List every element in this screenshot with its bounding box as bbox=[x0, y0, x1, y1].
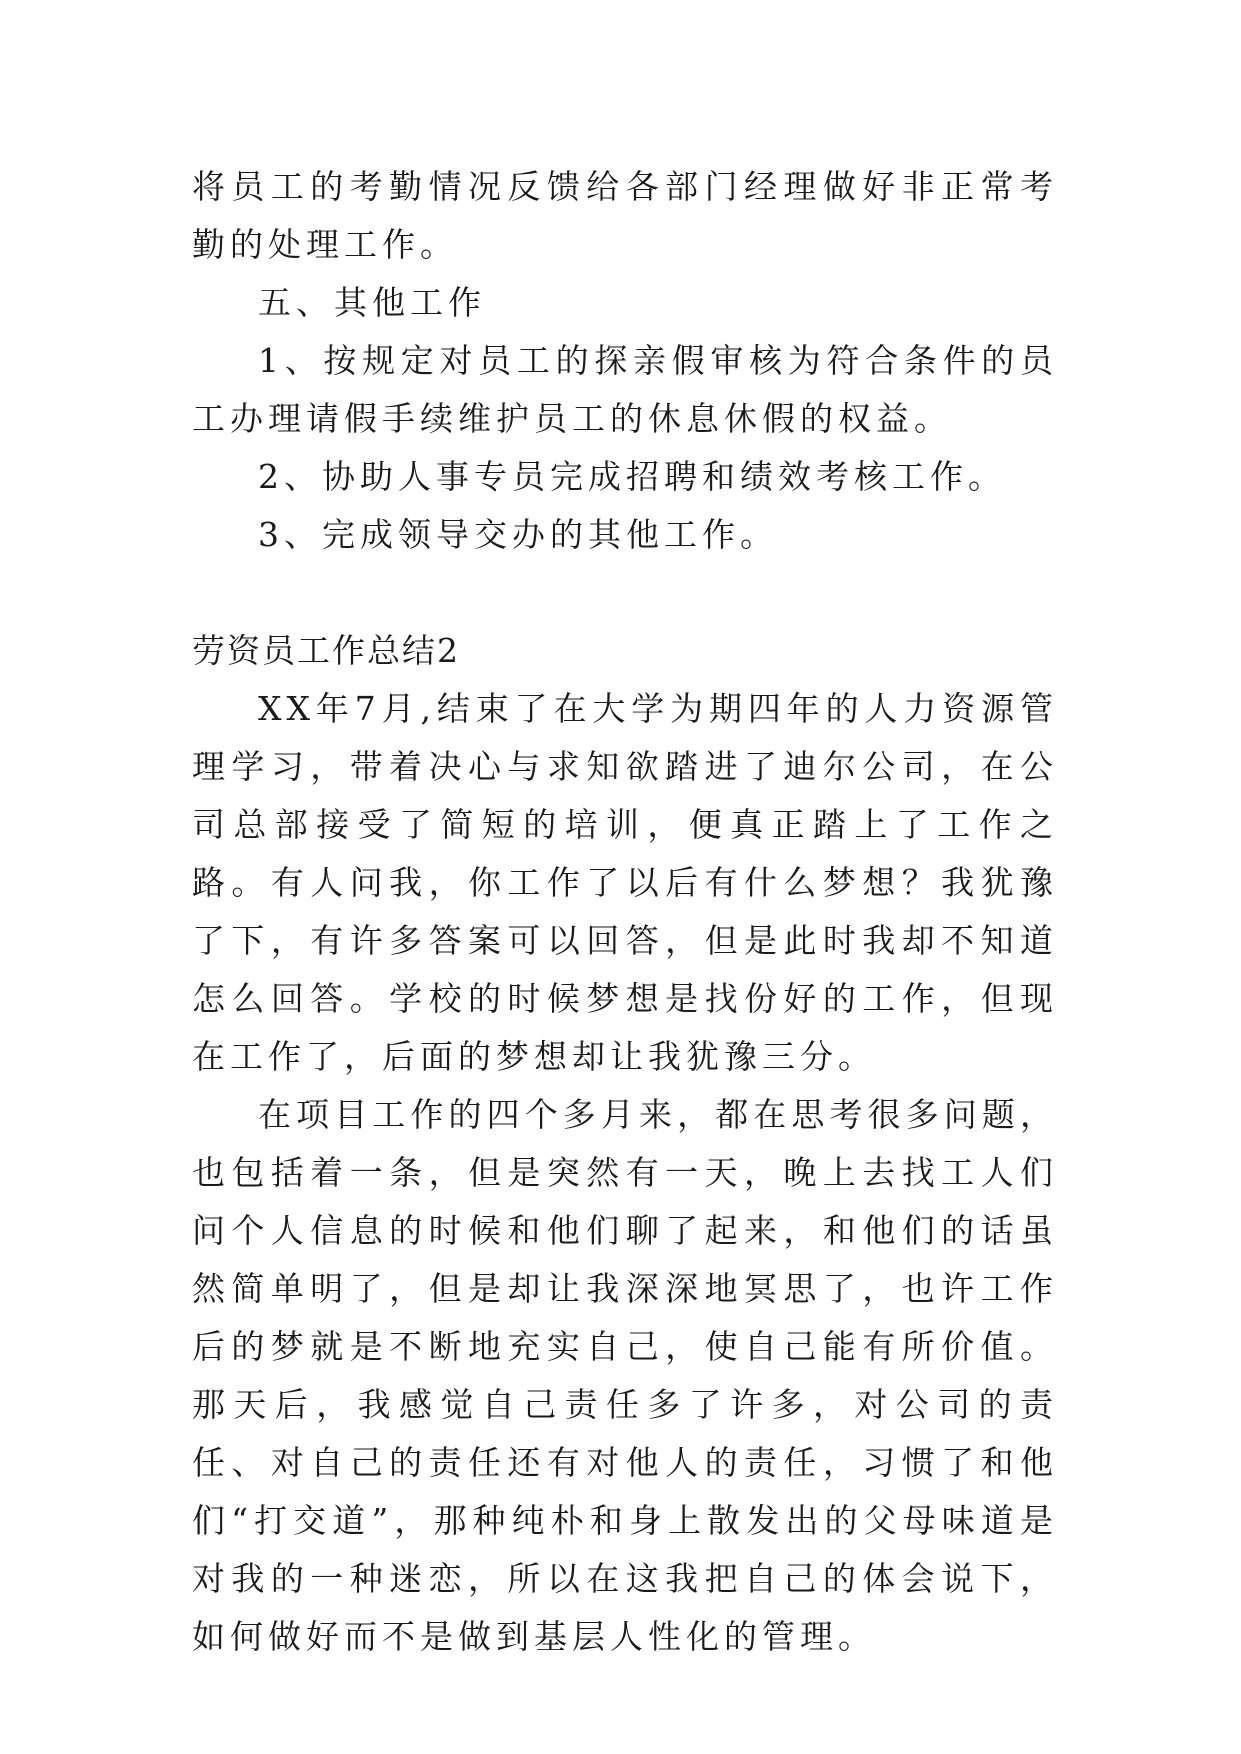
list-item-home-leave: 1、按规定对员工的探亲假审核为符合条件的员工办理请假手续维护员工的休息休假的权益。 bbox=[192, 341, 1058, 438]
paragraph-attendance-feedback: 将员工的考勤情况反馈给各部门经理做好非正常考勤的处理工作。 bbox=[192, 167, 1058, 264]
section-heading-other-work: 五、其他工作 bbox=[258, 283, 486, 322]
paragraph-reflection: 在项目工作的四个多月来，都在思考很多问题，也包括着一条，但是突然有一天，晚上去找工人们问个人信息的时候和他们聊了起来，和他们的话虽然简单明了，但是却让我深深地冥思了，也许工作后的梦就是不断地充实自己，使自己能有所价值。那天后，我感觉自己责任多了许多，对公司的责任、对自己的责任还有对他人的责任，习惯了和他们“打交道”，那种纯朴和身上散发出的父母味道是对我的一种迷恋，所以在这我把自己的体会说下，如何做好而不是做到基层人性化的管理。 bbox=[192, 1095, 1058, 1656]
list-item-other-tasks: 3、完成领导交办的其他工作。 bbox=[258, 515, 778, 554]
document-body bbox=[192, 158, 1058, 1666]
paragraph-introduction: XX年7月,结束了在大学为期四年的人力资源管理学习，带着决心与求知欲踏进了迪尔公司，在公司总部接受了简短的培训，便真正踏上了工作之路。有人问我，你工作了以后有什么梦想？我犹豫了下，有许多答案可以回答，但是此时我却不知道怎么回答。学校的时候梦想是找份好的工作，但现在工作了，后面的梦想却让我犹豫三分。 bbox=[192, 689, 1058, 1076]
list-item-recruitment: 2、协助人事专员完成招聘和绩效考核工作。 bbox=[258, 457, 1006, 496]
document-section-title: 劳资员工作总结2 bbox=[192, 631, 460, 670]
